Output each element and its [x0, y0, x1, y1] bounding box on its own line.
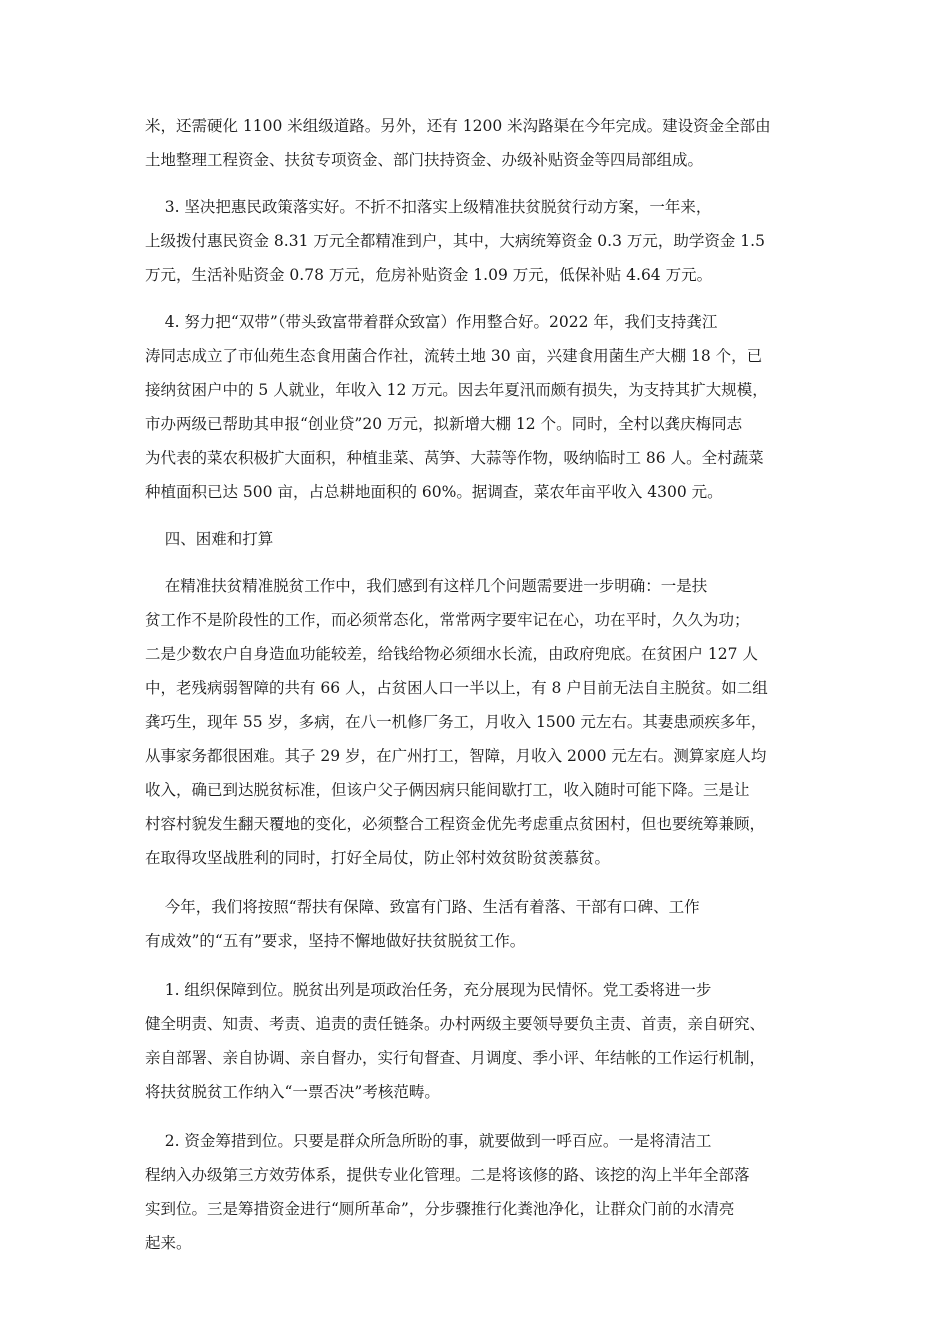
text-line: 2. 资金筹措到位。只要是群众所急所盼的事，就要做到一呼百应。一是将清洁工 — [145, 1132, 712, 1150]
text-line: 有成效”的“五有”要求，坚持不懈地做好扶贫脱贫工作。 — [145, 932, 526, 950]
text-line: 程纳入办级第三方效劳体系，提供专业化管理。二是将该修的路、该挖的沟上半年全部落 — [145, 1166, 750, 1184]
text-line: 龚巧生，现年 55 岁，多病，在八一机修厂务工，月收入 1500 元左右。其妻患顽疾多年， — [145, 713, 767, 731]
text-line: 亲自部署、亲自协调、亲自督办，实行旬督查、月调度、季小评、年结帐的工作运行机制， — [145, 1049, 766, 1067]
text-line: 4. 努力把“双带”（带头致富带着群众致富）作用整合好。2022 年，我们支持龚江 — [145, 313, 718, 331]
text-line: 土地整理工程资金、扶贫专项资金、部门扶持资金、办级补贴资金等四局部组成。 — [145, 151, 704, 169]
document-body — [145, 109, 809, 1260]
text-line: 上级拨付惠民资金 8.31 万元全都精准到户，其中，大病统筹资金 0.3 万元，助学资金 1.5 — [145, 232, 765, 250]
text-line: 种植面积已达 500 亩，占总耕地面积的 60%。据调查，菜农年亩平收入 4300 元。 — [145, 483, 723, 501]
text-line: 从事家务都很困难。其子 29 岁，在广州打工，智障，月收入 2000 元左右。测算家庭人均 — [145, 747, 767, 765]
text-line: 今年，我们将按照“帮扶有保障、致富有门路、生活有着落、干部有口碑、工作 — [145, 898, 700, 916]
text-line: 为代表的菜农积极扩大面积，种植韭菜、莴笋、大蒜等作物，吸纳临时工 86 人。全村蔬菜 — [145, 449, 764, 467]
paragraph-road-funding — [145, 109, 809, 177]
paragraph-double-lead — [145, 305, 809, 509]
text-line: 起来。 — [145, 1234, 192, 1252]
text-line: 健全明责、知责、考责、追责的责任链条。办村两级主要领导要负主责、首责，亲自研究、 — [145, 1015, 766, 1033]
paragraph-organization-guarantee — [145, 973, 809, 1109]
text-line: 万元，生活补贴资金 0.78 万元，危房补贴资金 1.09 万元，低保补贴 4.64 万元。 — [145, 266, 713, 284]
text-line: 涛同志成立了市仙苑生态食用菌合作社，流转土地 30 亩，兴建食用菌生产大棚 18 个，已 — [145, 347, 763, 365]
text-line: 市办两级已帮助其申报“创业贷”20 万元，拟新增大棚 12 个。同时，全村以龚庆梅同志 — [145, 415, 743, 433]
paragraph-funding-raising — [145, 1124, 809, 1260]
text-line: 1. 组织保障到位。脱贫出列是项政治任务，充分展现为民情怀。党工委将进一步 — [145, 981, 712, 999]
text-line: 二是少数农户自身造血功能较差，给钱给物必须细水长流，由政府兜底。在贫困户 127 人 — [145, 645, 758, 663]
text-line: 将扶贫脱贫工作纳入“一票否决”考核范畴。 — [145, 1083, 440, 1101]
text-line: 接纳贫困户中的 5 人就业，年收入 12 万元。因去年夏汛而颇有损失，为支持其扩大规模， — [145, 381, 768, 399]
text-line: 收入，确已到达脱贫标准，但该户父子俩因病只能间歇打工，收入随时可能下降。三是让 — [145, 781, 750, 799]
text-line: 在精准扶贫精准脱贫工作中，我们感到有这样几个问题需要进一步明确：一是扶 — [145, 577, 708, 595]
paragraph-problems — [145, 569, 809, 875]
paragraph-policy-implementation — [145, 190, 809, 292]
text-line: 在取得攻坚战胜利的同时，打好全局仗，防止邻村效贫盼贫羡慕贫。 — [145, 849, 611, 867]
text-line: 实到位。三是筹措资金进行“厕所革命”，分步骤推行化粪池净化，让群众门前的水清亮 — [145, 1200, 735, 1218]
text-line: 村容村貌发生翻天覆地的变化，必须整合工程资金优先考虑重点贫困村，但也要统筹兼顾， — [145, 815, 766, 833]
section-heading: 四、困难和打算 — [145, 530, 274, 548]
text-line: 中，老残病弱智障的共有 66 人，占贫困人口一半以上，有 8 户目前无法自主脱贫。如二组 — [145, 679, 768, 697]
text-line: 贫工作不是阶段性的工作，而必须常态化，常常两字要牢记在心，功在平时，久久为功； — [145, 611, 750, 629]
section-heading-difficulties — [145, 522, 809, 556]
text-line: 米，还需硬化 1100 米组级道路。另外，还有 1200 米沟路渠在今年完成。建设资金全部由 — [145, 117, 771, 135]
text-line: 3. 坚决把惠民政策落实好。不折不扣落实上级精准扶贫脱贫行动方案，一年来， — [145, 198, 712, 216]
paragraph-five-haves — [145, 890, 809, 958]
